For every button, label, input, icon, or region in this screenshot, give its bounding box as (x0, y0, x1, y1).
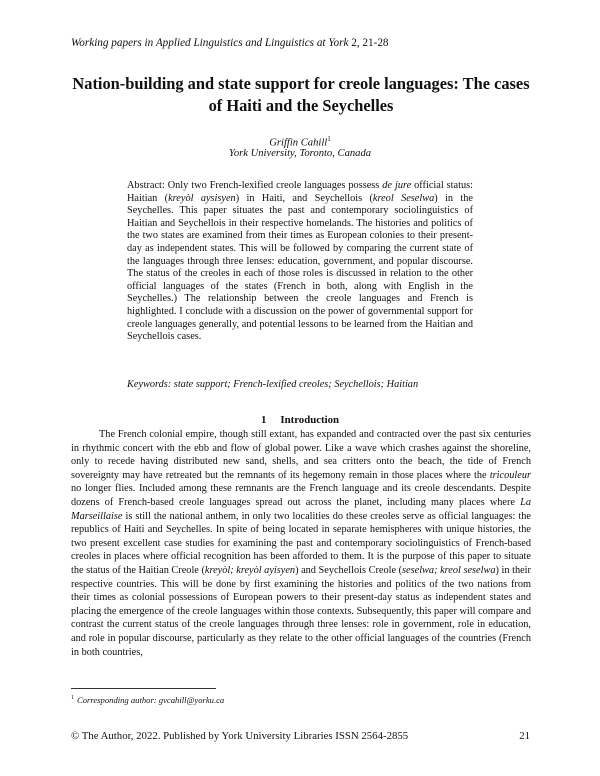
journal-name: Working papers in Applied Linguistics and Linguistics at York (71, 37, 349, 49)
section-heading (0, 414, 600, 427)
paper-title: Nation-building and state support for creole languages: The cases of Haiti and the Seychelles (72, 74, 530, 115)
body-text: is still the national anthem, in only two localities do these creoles serve as official languages: the republics of Haiti and Seychelles. In spite of being located in separate hemispheres with unique histories, the two present excellent case studies for examining the past and contemporary sociolinguistics of French-based creoles in places where official recognition has been afforded to them. It is the purpose of this paper to situate the status of the Haitian Creole ( (71, 510, 531, 576)
footnote (71, 693, 531, 706)
abstract-italic-term: kreol Seselwa (372, 192, 435, 204)
body-text: no longer flies. Included among these remnants are the French language and its creole descendants. Despite dozens of French-based creole languages spread out across the planet, including many places where (71, 483, 531, 508)
abstract-text: Abstract: Only two French-lexified creole languages possess (127, 180, 383, 191)
abstract-italic-term: kreyòl aysisyen (168, 192, 236, 204)
abstract-italic-term: de jure (382, 180, 412, 191)
footer-copyright: © The Author, 2022. Published by York University Libraries ISSN 2564-2855 (71, 730, 409, 742)
running-head (71, 37, 389, 49)
body-italic-term: seselwa; kreol seselwa (402, 564, 496, 576)
body-italic-term: kreyòl; kreyòl ayisyen (204, 564, 296, 576)
abstract-text: ) in Haiti, and Seychellois ( (235, 192, 373, 204)
body-text: ) and Seychellois Creole ( (295, 564, 403, 576)
keywords: Keywords: state support; French-lexified creoles; Seychellois; Haitian (127, 379, 419, 390)
body-text: ) in their respective countries. This will be done by first examining the histories and politics of the two nations from their times as colonial possessions of European powers to their present-day status as independent states and placing the emergence of the creole languages within those contexts. Subsequently, this paper will compare and contrast the current status of the creole languages through three lenses: role in government, role in education, and role in popular discourse, particularly as they relate to the other official languages of the countries (French in both countries, (71, 564, 531, 658)
page-number: 21 (519, 730, 530, 742)
section-title: Introduction (280, 414, 339, 426)
footnote-mark: 1 (71, 695, 74, 701)
issue-pages: 2, 21-28 (348, 37, 389, 49)
body-italic-term: tricouleur (489, 469, 531, 481)
section-number: 1 (260, 414, 267, 426)
author-affiliation: York University, Toronto, Canada (228, 148, 372, 159)
body-text: The French colonial empire, though still extant, has expanded and contracted over the past six centuries in rhythmic concert with the ebb and flow of global power. Like a wave which crashes against the shoreline, only to recede having distributed new sand, shells, and sea critters onto the beach, the tide of French sovereignty may have retreated but the remnants of its hegemony remain in those places where the (71, 429, 531, 481)
footnote-divider (71, 688, 216, 689)
abstract-text: ) in the Seychelles. This paper situates the past and contemporary sociolinguistics of Haitian and Seychellois in their respective homelands. The histories and politics of the two states are examined from their times as European colonies to their present-day as independent states. This will be followed by comparing the current state of the languages through three lenses: education, government, and popular discourse. The status of the creoles in each of those roles is discussed in relation to the other official languages of the states (French in both, along with English in the Seychelles.) The relationship between the creole languages and French is highlighted. I conclude with a discussion on the power of governmental support for creole languages generally, and potential lessons to be learned from the Haitian and Seychellois cases. (127, 192, 474, 343)
author-name: Griffin Cahill (269, 137, 328, 149)
abstract-text: official status: Haitian ( (127, 180, 473, 204)
body-paragraph (71, 428, 531, 659)
footnote-text: Corresponding author: gvcahill@yorku.ca (77, 694, 225, 705)
abstract (127, 180, 473, 344)
author-footnote-mark: 1 (327, 135, 331, 143)
body-italic-term: La Marseillaise (71, 496, 531, 522)
